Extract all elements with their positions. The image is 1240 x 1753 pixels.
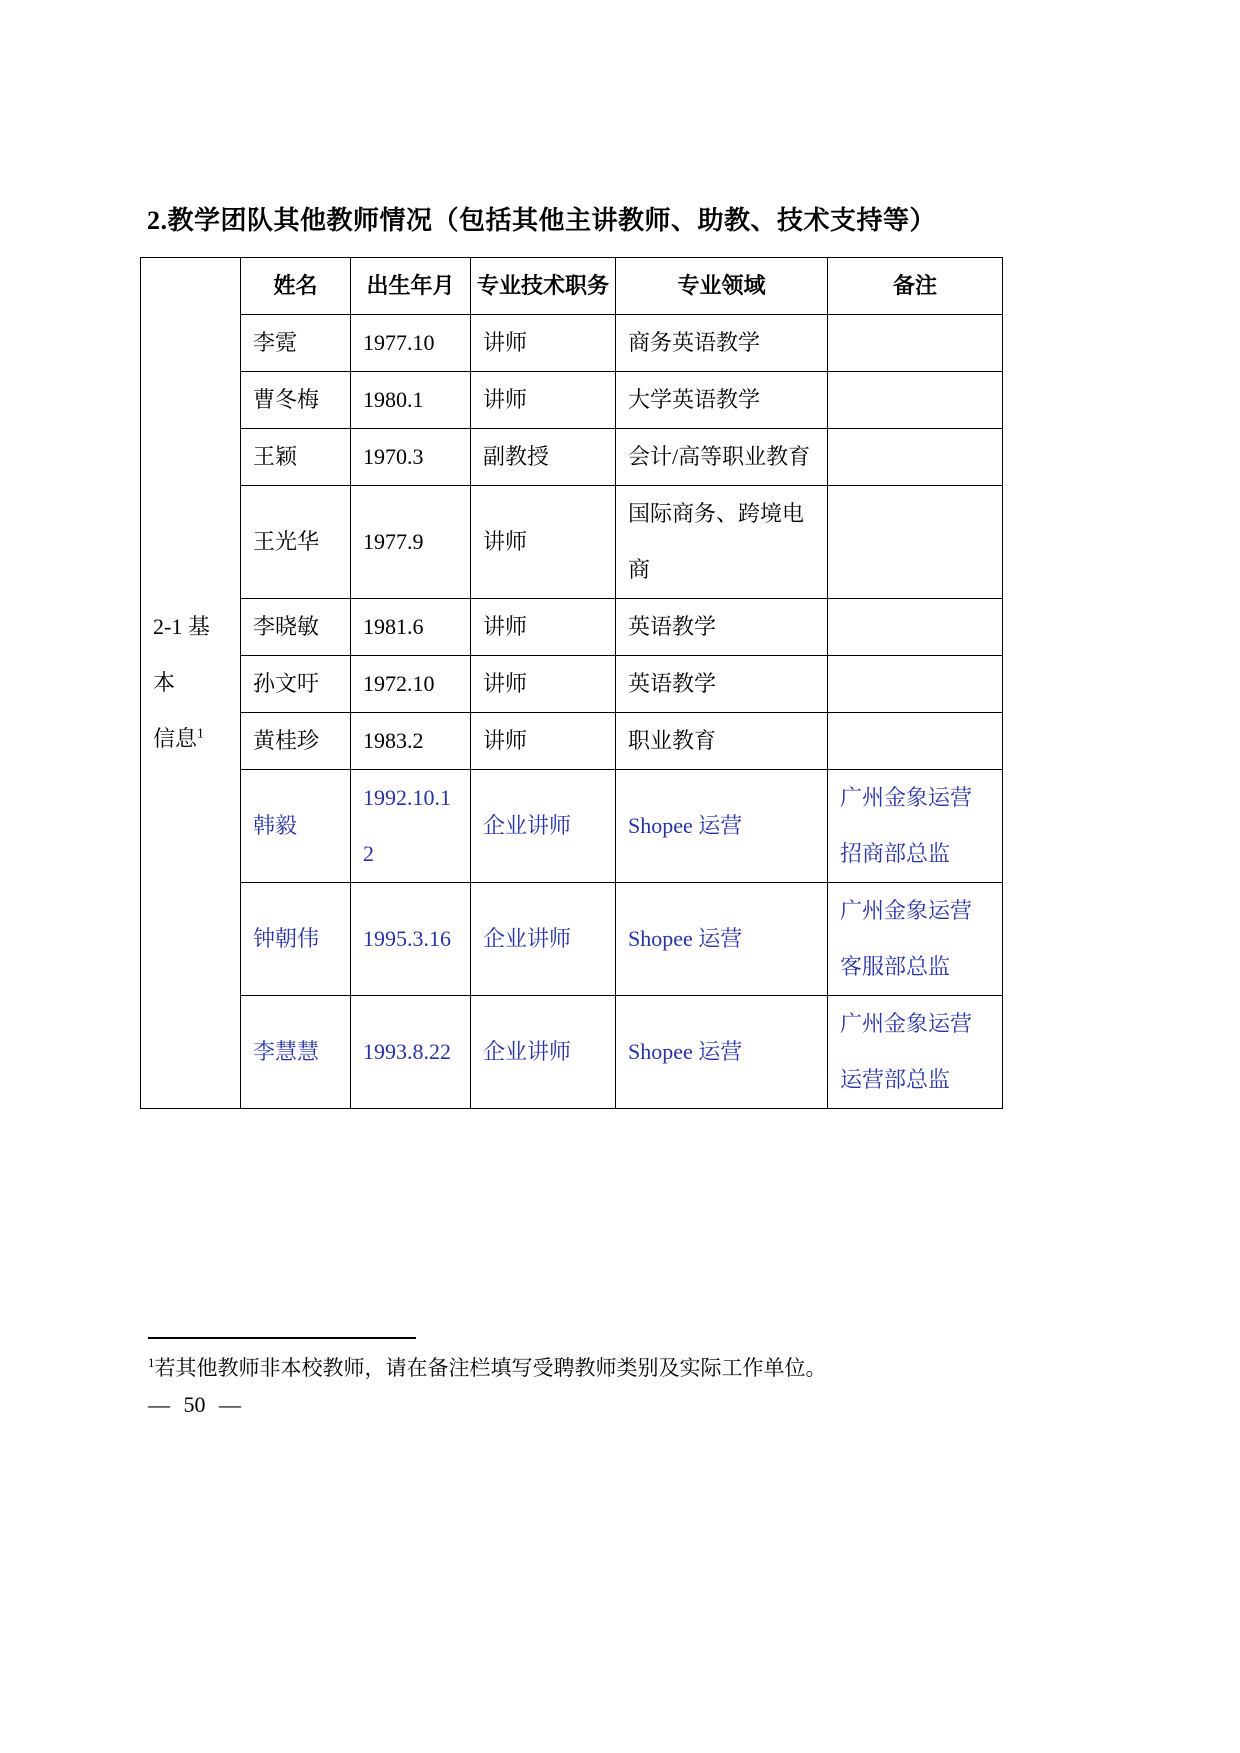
cell-birth: 1981.6 <box>351 599 471 656</box>
cell-remark <box>828 372 1003 429</box>
teacher-info-table <box>140 257 1003 1109</box>
header-remark: 备注 <box>828 258 1003 315</box>
cell-birth: 1972.10 <box>351 656 471 713</box>
cell-title: 副教授 <box>471 429 616 486</box>
cell-remark: 广州金象运营客服部总监 <box>828 883 1003 996</box>
table-row <box>141 599 1003 656</box>
footnote-superscript: 1 <box>148 1355 155 1370</box>
side-label-line1 <box>153 599 228 711</box>
table-row <box>141 770 1003 883</box>
cell-title: 企业讲师 <box>471 883 616 996</box>
cell-name: 李晓敏 <box>241 599 351 656</box>
cell-field: Shopee 运营 <box>616 996 828 1109</box>
cell-birth: 1970.3 <box>351 429 471 486</box>
cell-remark <box>828 429 1003 486</box>
page-title: 2.教学团队其他教师情况（包括其他主讲教师、助教、技术支持等） <box>147 206 937 235</box>
cell-field: 英语教学 <box>616 656 828 713</box>
table-row <box>141 656 1003 713</box>
cell-title: 讲师 <box>471 315 616 372</box>
cell-name: 孙文吁 <box>241 656 351 713</box>
cell-field: 职业教育 <box>616 713 828 770</box>
table-row <box>141 486 1003 599</box>
table-row <box>141 429 1003 486</box>
cell-remark <box>828 713 1003 770</box>
header-birth-date: 出生年月 <box>351 258 471 315</box>
table-row <box>141 996 1003 1109</box>
cell-title: 讲师 <box>471 713 616 770</box>
cell-birth: 1992.10.12 <box>351 770 471 883</box>
cell-field: 大学英语教学 <box>616 372 828 429</box>
cell-field: Shopee 运营 <box>616 770 828 883</box>
table-row <box>141 883 1003 996</box>
cell-field: Shopee 运营 <box>616 883 828 996</box>
side-label-line1-text: 2-1 基本 <box>153 614 210 695</box>
cell-remark: 广州金象运营运营部总监 <box>828 996 1003 1109</box>
cell-remark <box>828 599 1003 656</box>
cell-name: 钟朝伟 <box>241 883 351 996</box>
cell-title: 企业讲师 <box>471 770 616 883</box>
side-label-line2-text: 信息 <box>153 726 198 751</box>
side-label-line2 <box>153 711 228 767</box>
cell-name: 李慧慧 <box>241 996 351 1109</box>
page-number: — 50 — <box>148 1392 241 1417</box>
header-professional-title: 专业技术职务 <box>471 258 616 315</box>
footnote-divider <box>148 1337 416 1339</box>
side-label-superscript: 1 <box>197 725 204 741</box>
cell-field: 会计/高等职业教育 <box>616 429 828 486</box>
cell-title: 企业讲师 <box>471 996 616 1109</box>
cell-birth: 1993.8.22 <box>351 996 471 1109</box>
header-name: 姓名 <box>241 258 351 315</box>
table-row <box>141 315 1003 372</box>
cell-remark <box>828 656 1003 713</box>
table-row <box>141 372 1003 429</box>
cell-name: 韩毅 <box>241 770 351 883</box>
cell-name: 曹冬梅 <box>241 372 351 429</box>
cell-birth: 1977.9 <box>351 486 471 599</box>
cell-name: 王颖 <box>241 429 351 486</box>
cell-birth: 1983.2 <box>351 713 471 770</box>
cell-name: 李霓 <box>241 315 351 372</box>
cell-birth: 1995.3.16 <box>351 883 471 996</box>
cell-birth: 1980.1 <box>351 372 471 429</box>
cell-remark <box>828 315 1003 372</box>
cell-remark: 广州金象运营招商部总监 <box>828 770 1003 883</box>
footnote <box>148 1352 827 1382</box>
cell-name: 王光华 <box>241 486 351 599</box>
cell-title: 讲师 <box>471 486 616 599</box>
cell-name: 黄桂珍 <box>241 713 351 770</box>
footnote-text: 若其他教师非本校教师，请在备注栏填写受聘教师类别及实际工作单位。 <box>154 1356 827 1380</box>
cell-title: 讲师 <box>471 372 616 429</box>
cell-birth: 1977.10 <box>351 315 471 372</box>
cell-title: 讲师 <box>471 656 616 713</box>
table-row <box>141 713 1003 770</box>
side-label-basic-info <box>141 258 241 1109</box>
header-professional-field: 专业领域 <box>616 258 828 315</box>
cell-field: 商务英语教学 <box>616 315 828 372</box>
cell-title: 讲师 <box>471 599 616 656</box>
table-header-row <box>141 258 1003 315</box>
cell-field: 英语教学 <box>616 599 828 656</box>
cell-field: 国际商务、跨境电商 <box>616 486 828 599</box>
cell-remark <box>828 486 1003 599</box>
